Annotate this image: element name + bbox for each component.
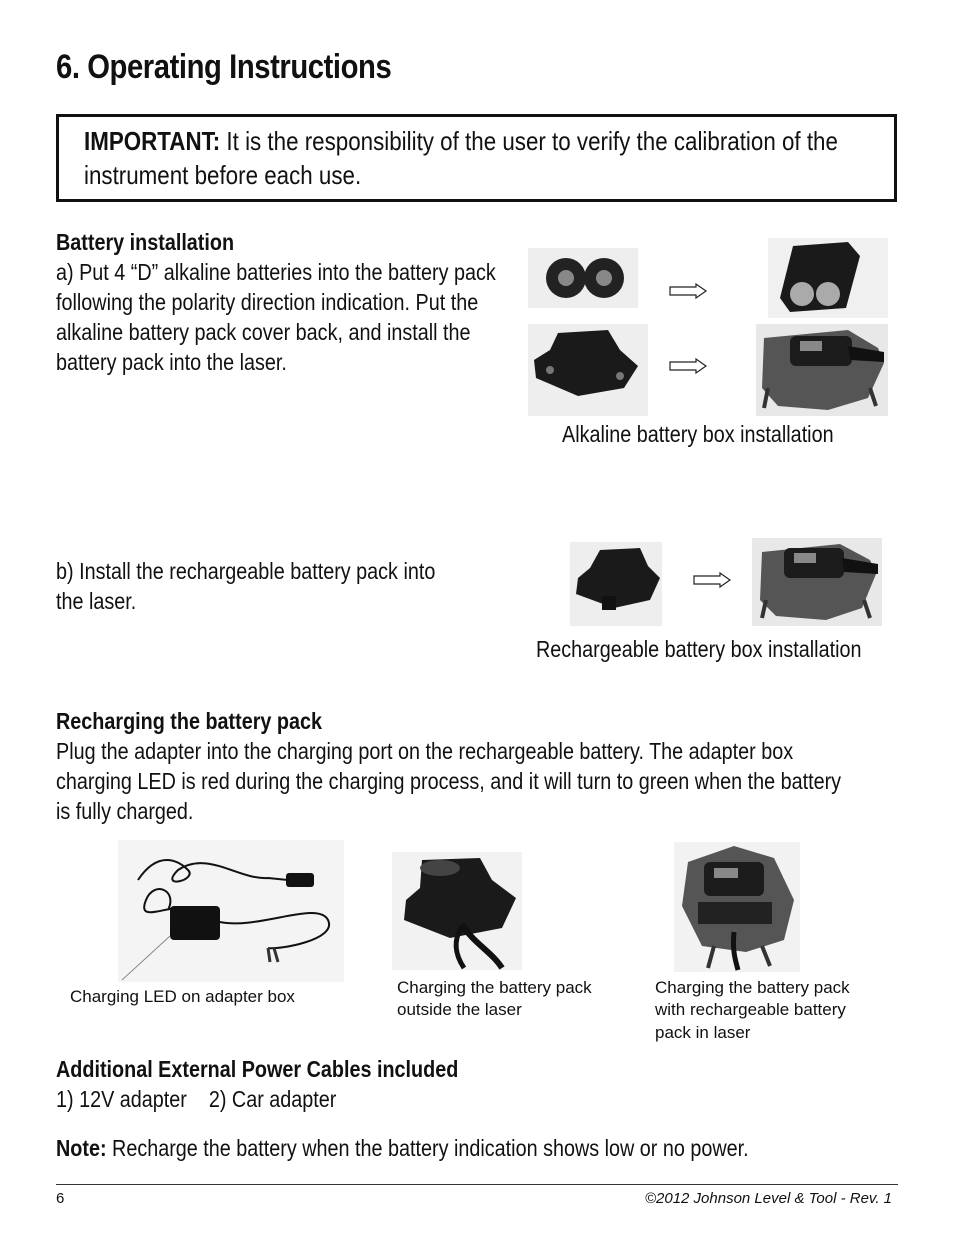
important-notice-text [84,124,875,192]
external-power-items: 1) 12V adapter 2) Car adapter [56,1086,337,1112]
page-number: 6 [56,1190,65,1207]
alkaline-battery-figure [528,238,888,416]
battery-installation-heading: Battery installation [56,229,235,255]
recharging-line-3: is fully charged. [56,798,194,824]
external-power-heading: Additional External Power Cables included [56,1056,459,1082]
adapter-box-image [118,840,344,982]
note-paragraph [56,1133,749,1163]
battery-step-a-line-4: battery pack into the laser. [56,349,287,375]
alkaline-caption: Alkaline battery box installation [562,421,834,447]
footer-divider [56,1184,898,1185]
recharging-line-1: Plug the adapter into the charging port on the rechargeable battery. The adapter box [56,738,794,764]
caption-inlaser-line-3: pack in laser [655,1023,751,1042]
battery-step-a-line-2: following the polarity direction indication. Put the [56,289,479,315]
arrow-right-icon [694,573,730,587]
recharging-heading: Recharging the battery pack [56,708,323,734]
important-notice-box [56,114,897,202]
page-title: 6. Operating Instructions [56,48,392,86]
battery-step-a-line-1: a) Put 4 “D” alkaline batteries into the battery pack [56,259,496,285]
laser-with-battery-image [762,330,884,410]
note-text: Recharge the battery when the battery indication shows low or no power. [106,1135,749,1161]
important-label: IMPORTANT: [84,126,221,156]
rechargeable-battery-figure [570,538,882,626]
caption-outside-line-2: outside the laser [397,1000,522,1019]
caption-outside-line-1: Charging the battery pack [397,978,592,997]
battery-step-b-line-1: b) Install the rechargeable battery pack into [56,558,436,584]
battery-step-b-line-2: the laser. [56,588,137,614]
footer-copyright: ©2012 Johnson Level & Tool - Rev. 1 [644,1190,892,1207]
recharging-line-2: charging LED is red during the charging process, and it will turn to green when the battery [56,768,842,794]
note-label: Note: [56,1135,107,1161]
caption-inlaser-line-2: with rechargeable battery [655,1000,846,1019]
important-line-1: It is the responsibility of the user to verify the calibration of the [220,126,838,156]
rechargeable-caption: Rechargeable battery box installation [536,636,862,662]
battery-step-a-line-3: alkaline battery pack cover back, and install the [56,319,471,345]
charging-outside-image [392,852,522,970]
charging-in-laser-image [674,842,800,972]
arrow-right-icon [670,359,706,373]
caption-adapter-led: Charging LED on adapter box [70,987,295,1006]
caption-inlaser-line-1: Charging the battery pack [655,978,850,997]
important-line-2: instrument before each use. [84,160,362,190]
arrow-right-icon [670,284,706,298]
